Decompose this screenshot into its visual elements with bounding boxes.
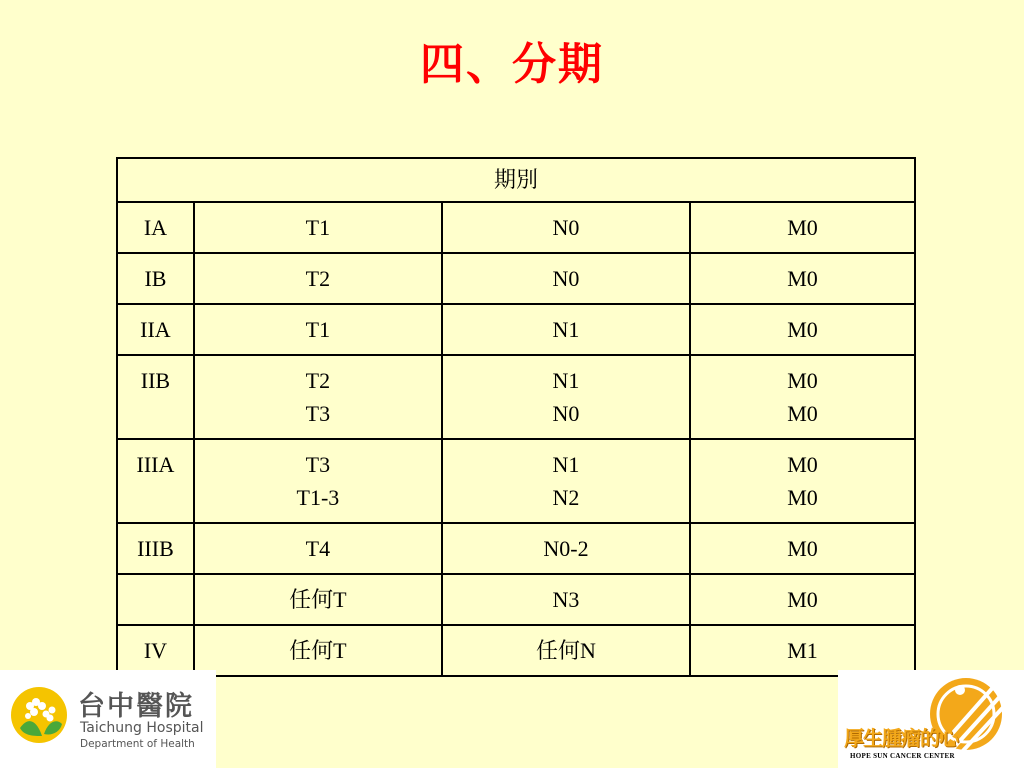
table-cell-stage: IB bbox=[117, 253, 194, 304]
cell-line: N0 bbox=[552, 266, 580, 291]
table-cell-stage bbox=[117, 574, 194, 625]
cell-line: N3 bbox=[552, 587, 580, 612]
cell-line: T1-3 bbox=[296, 485, 340, 510]
table-cell-t bbox=[194, 625, 442, 676]
cell-line: N0 bbox=[552, 401, 580, 426]
table-cell-t bbox=[194, 439, 442, 523]
table-row bbox=[117, 439, 915, 523]
table-cell-t bbox=[194, 202, 442, 253]
table-cell-n bbox=[442, 574, 690, 625]
table-cell-stage: IA bbox=[117, 202, 194, 253]
cell-line: T4 bbox=[305, 536, 331, 561]
hospital-dept-en: Department of Health bbox=[80, 738, 195, 750]
table-cell-t bbox=[194, 574, 442, 625]
table-cell-n bbox=[442, 625, 690, 676]
table-cell-stage: IV bbox=[117, 625, 194, 676]
cell-line: M0 bbox=[787, 401, 818, 426]
cell-line: N2 bbox=[552, 485, 580, 510]
table-cell-n bbox=[442, 523, 690, 574]
cell-line: M0 bbox=[787, 215, 818, 240]
table-cell-m bbox=[690, 625, 915, 676]
table-cell-t bbox=[194, 253, 442, 304]
cancer-center-name-en: HOPE SUN CANCER CENTER bbox=[850, 752, 955, 760]
table-header-cell: 期別 bbox=[117, 158, 915, 202]
cell-line: M0 bbox=[787, 536, 818, 561]
table-cell-stage: IIB bbox=[117, 355, 194, 439]
slide-title: 四、分期 bbox=[420, 39, 604, 90]
table-cell-n bbox=[442, 304, 690, 355]
cell-line: T2 bbox=[305, 368, 331, 393]
cell-line: M0 bbox=[787, 368, 818, 393]
cancer-center-name-cn: 厚生腫瘤的心 bbox=[844, 726, 958, 750]
table-row bbox=[117, 202, 915, 253]
table-row bbox=[117, 574, 915, 625]
table-cell-stage: IIIB bbox=[117, 523, 194, 574]
table-cell-t bbox=[194, 355, 442, 439]
cell-line: T3 bbox=[305, 452, 331, 477]
cell-line: 任何N bbox=[536, 638, 596, 663]
table-header-row bbox=[117, 158, 915, 202]
table-cell-m bbox=[690, 253, 915, 304]
cell-line: T3 bbox=[305, 401, 331, 426]
taichung-hospital-logo bbox=[0, 670, 216, 768]
cell-line: M0 bbox=[787, 452, 818, 477]
cell-line: M1 bbox=[787, 638, 818, 663]
flower-logo-icon bbox=[8, 684, 70, 746]
cell-line: N1 bbox=[552, 368, 580, 393]
cell-line: T1 bbox=[305, 317, 331, 342]
cell-line: M0 bbox=[787, 317, 818, 342]
hospital-name-cn: 台中醫院 bbox=[78, 691, 194, 722]
table-cell-n bbox=[442, 202, 690, 253]
table-cell-m bbox=[690, 202, 915, 253]
cell-line: M0 bbox=[787, 587, 818, 612]
table-cell-stage: IIA bbox=[117, 304, 194, 355]
table-cell-n bbox=[442, 253, 690, 304]
table-row bbox=[117, 355, 915, 439]
table-cell-m bbox=[690, 574, 915, 625]
staging-table bbox=[116, 157, 916, 677]
table-row bbox=[117, 253, 915, 304]
table-cell-t bbox=[194, 523, 442, 574]
table-cell-m bbox=[690, 304, 915, 355]
cell-line: M0 bbox=[787, 266, 818, 291]
table-cell-stage: IIIA bbox=[117, 439, 194, 523]
cell-line: N0 bbox=[552, 215, 580, 240]
hope-sun-cancer-center-logo bbox=[838, 670, 1024, 768]
cell-line: T1 bbox=[305, 215, 331, 240]
cell-line: 任何T bbox=[289, 638, 347, 663]
table-row bbox=[117, 304, 915, 355]
table-cell-m bbox=[690, 355, 915, 439]
table-cell-n bbox=[442, 439, 690, 523]
hospital-name-en: Taichung Hospital bbox=[80, 720, 204, 736]
cell-line: M0 bbox=[787, 485, 818, 510]
table-cell-m bbox=[690, 523, 915, 574]
table-cell-t bbox=[194, 304, 442, 355]
cell-line: T2 bbox=[305, 266, 331, 291]
table-cell-n bbox=[442, 355, 690, 439]
cell-line: N1 bbox=[552, 452, 580, 477]
table-cell-m bbox=[690, 439, 915, 523]
cell-line: N0-2 bbox=[543, 536, 589, 561]
table-row bbox=[117, 523, 915, 574]
cell-line: N1 bbox=[552, 317, 580, 342]
table-row bbox=[117, 625, 915, 676]
cell-line: 任何T bbox=[289, 587, 347, 612]
